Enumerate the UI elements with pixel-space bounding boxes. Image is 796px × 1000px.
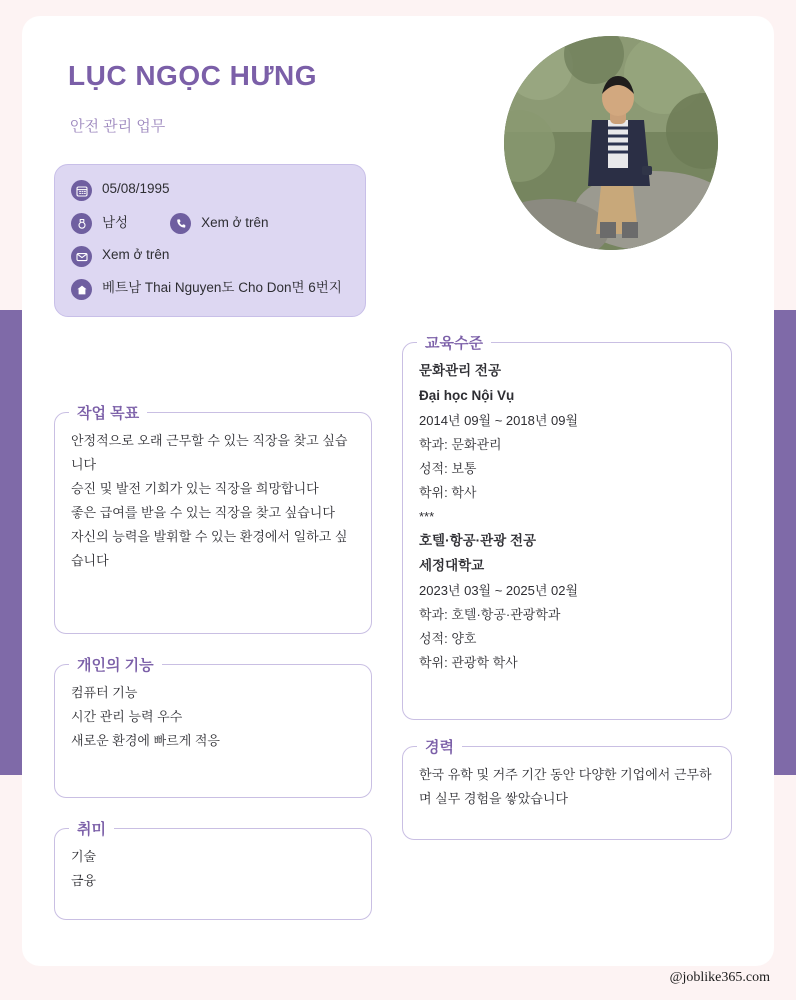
phone-icon <box>170 213 191 234</box>
contact-row-birthdate <box>71 179 349 201</box>
skill-line-1: 컴퓨터 기능 <box>71 685 138 700</box>
edu1-department: 학과: 문화관리 <box>419 436 502 452</box>
edu1-grade: 성적: 보통 <box>419 461 477 477</box>
goal-line-2: 승진 및 발전 기회가 있는 직장을 희망합니다 <box>71 481 319 497</box>
edu2-degree: 학위: 관광학 학사 <box>419 655 518 671</box>
hobby-line-1: 기술 <box>71 849 97 864</box>
career-line-1: 한국 유학 및 거주 기간 동안 다양한 기업에서 근무하며 실무 경험을 쌓았습니다 <box>419 767 712 807</box>
gender-icon <box>71 213 92 234</box>
skill-line-2: 시간 관리 능력 우수 <box>71 709 183 725</box>
edu2-major: 호텔·항공·관광 전공 <box>419 533 537 549</box>
skill-line-3: 새로운 환경에 빠르게 적응 <box>71 733 220 749</box>
avatar <box>504 36 718 250</box>
section-education <box>402 335 732 720</box>
page-title: LỤC NGỌC HƯNG <box>68 60 318 91</box>
hobby-line-2: 금융 <box>71 873 97 889</box>
section-skills-body <box>55 665 371 767</box>
goal-line-1: 안정적으로 오래 근무할 수 있는 직장을 찾고 싶습니다 <box>71 433 348 473</box>
edu1-school: Đại học Nội Vụ <box>419 387 515 403</box>
contact-row-email <box>71 245 349 267</box>
email-icon <box>71 246 92 267</box>
contact-birthdate: 05/08/1995 <box>102 181 170 196</box>
home-icon <box>71 279 92 300</box>
section-hobby-body <box>55 829 371 907</box>
edu2-department: 학과: 호텔·항공·관광학과 <box>419 607 561 623</box>
job-subtitle: 안전 관리 업무 <box>70 118 166 135</box>
contact-row-address <box>71 278 349 300</box>
section-career-title: 경력 <box>417 736 462 757</box>
section-goal <box>54 405 372 634</box>
goal-line-4: 자신의 능력을 발휘할 수 있는 환경에서 일하고 싶습니다 <box>71 529 348 569</box>
edu1-major: 문화관리 전공 <box>419 363 501 378</box>
profile-photo-image <box>504 36 718 250</box>
section-education-title: 교육수준 <box>417 332 491 353</box>
section-hobby-title: 취미 <box>69 818 114 839</box>
section-career-body <box>403 747 731 825</box>
edu1-degree: 학위: 학사 <box>419 485 477 501</box>
section-education-body <box>403 343 731 689</box>
section-skills <box>54 657 372 798</box>
resume-page <box>22 16 774 966</box>
contact-card <box>54 164 366 317</box>
edu2-grade: 성적: 양호 <box>419 631 477 647</box>
edu1-period: 2014년 09월 ~ 2018년 09월 <box>419 412 579 428</box>
section-goal-body <box>55 413 371 587</box>
edu2-school: 세정대학교 <box>419 558 485 574</box>
watermark: @joblike365.com <box>669 970 770 985</box>
section-skills-title: 개인의 기능 <box>69 654 162 675</box>
section-career <box>402 739 732 840</box>
edu-separator: *** <box>419 509 435 525</box>
calendar-icon <box>71 180 92 201</box>
section-hobby <box>54 821 372 920</box>
contact-address: 베트남 Thai Nguyen도 Cho Don면 6번지 <box>102 280 342 295</box>
section-goal-title: 작업 목표 <box>69 402 147 423</box>
contact-gender: 남성 <box>102 214 129 230</box>
contact-row-gender-phone <box>71 212 349 234</box>
goal-line-3: 좋은 급여를 받을 수 있는 직장을 찾고 싶습니다 <box>71 505 335 521</box>
contact-phone: Xem ở trên <box>201 214 269 230</box>
edu2-period: 2023년 03월 ~ 2025년 02월 <box>419 583 579 599</box>
contact-email: Xem ở trên <box>102 247 170 262</box>
